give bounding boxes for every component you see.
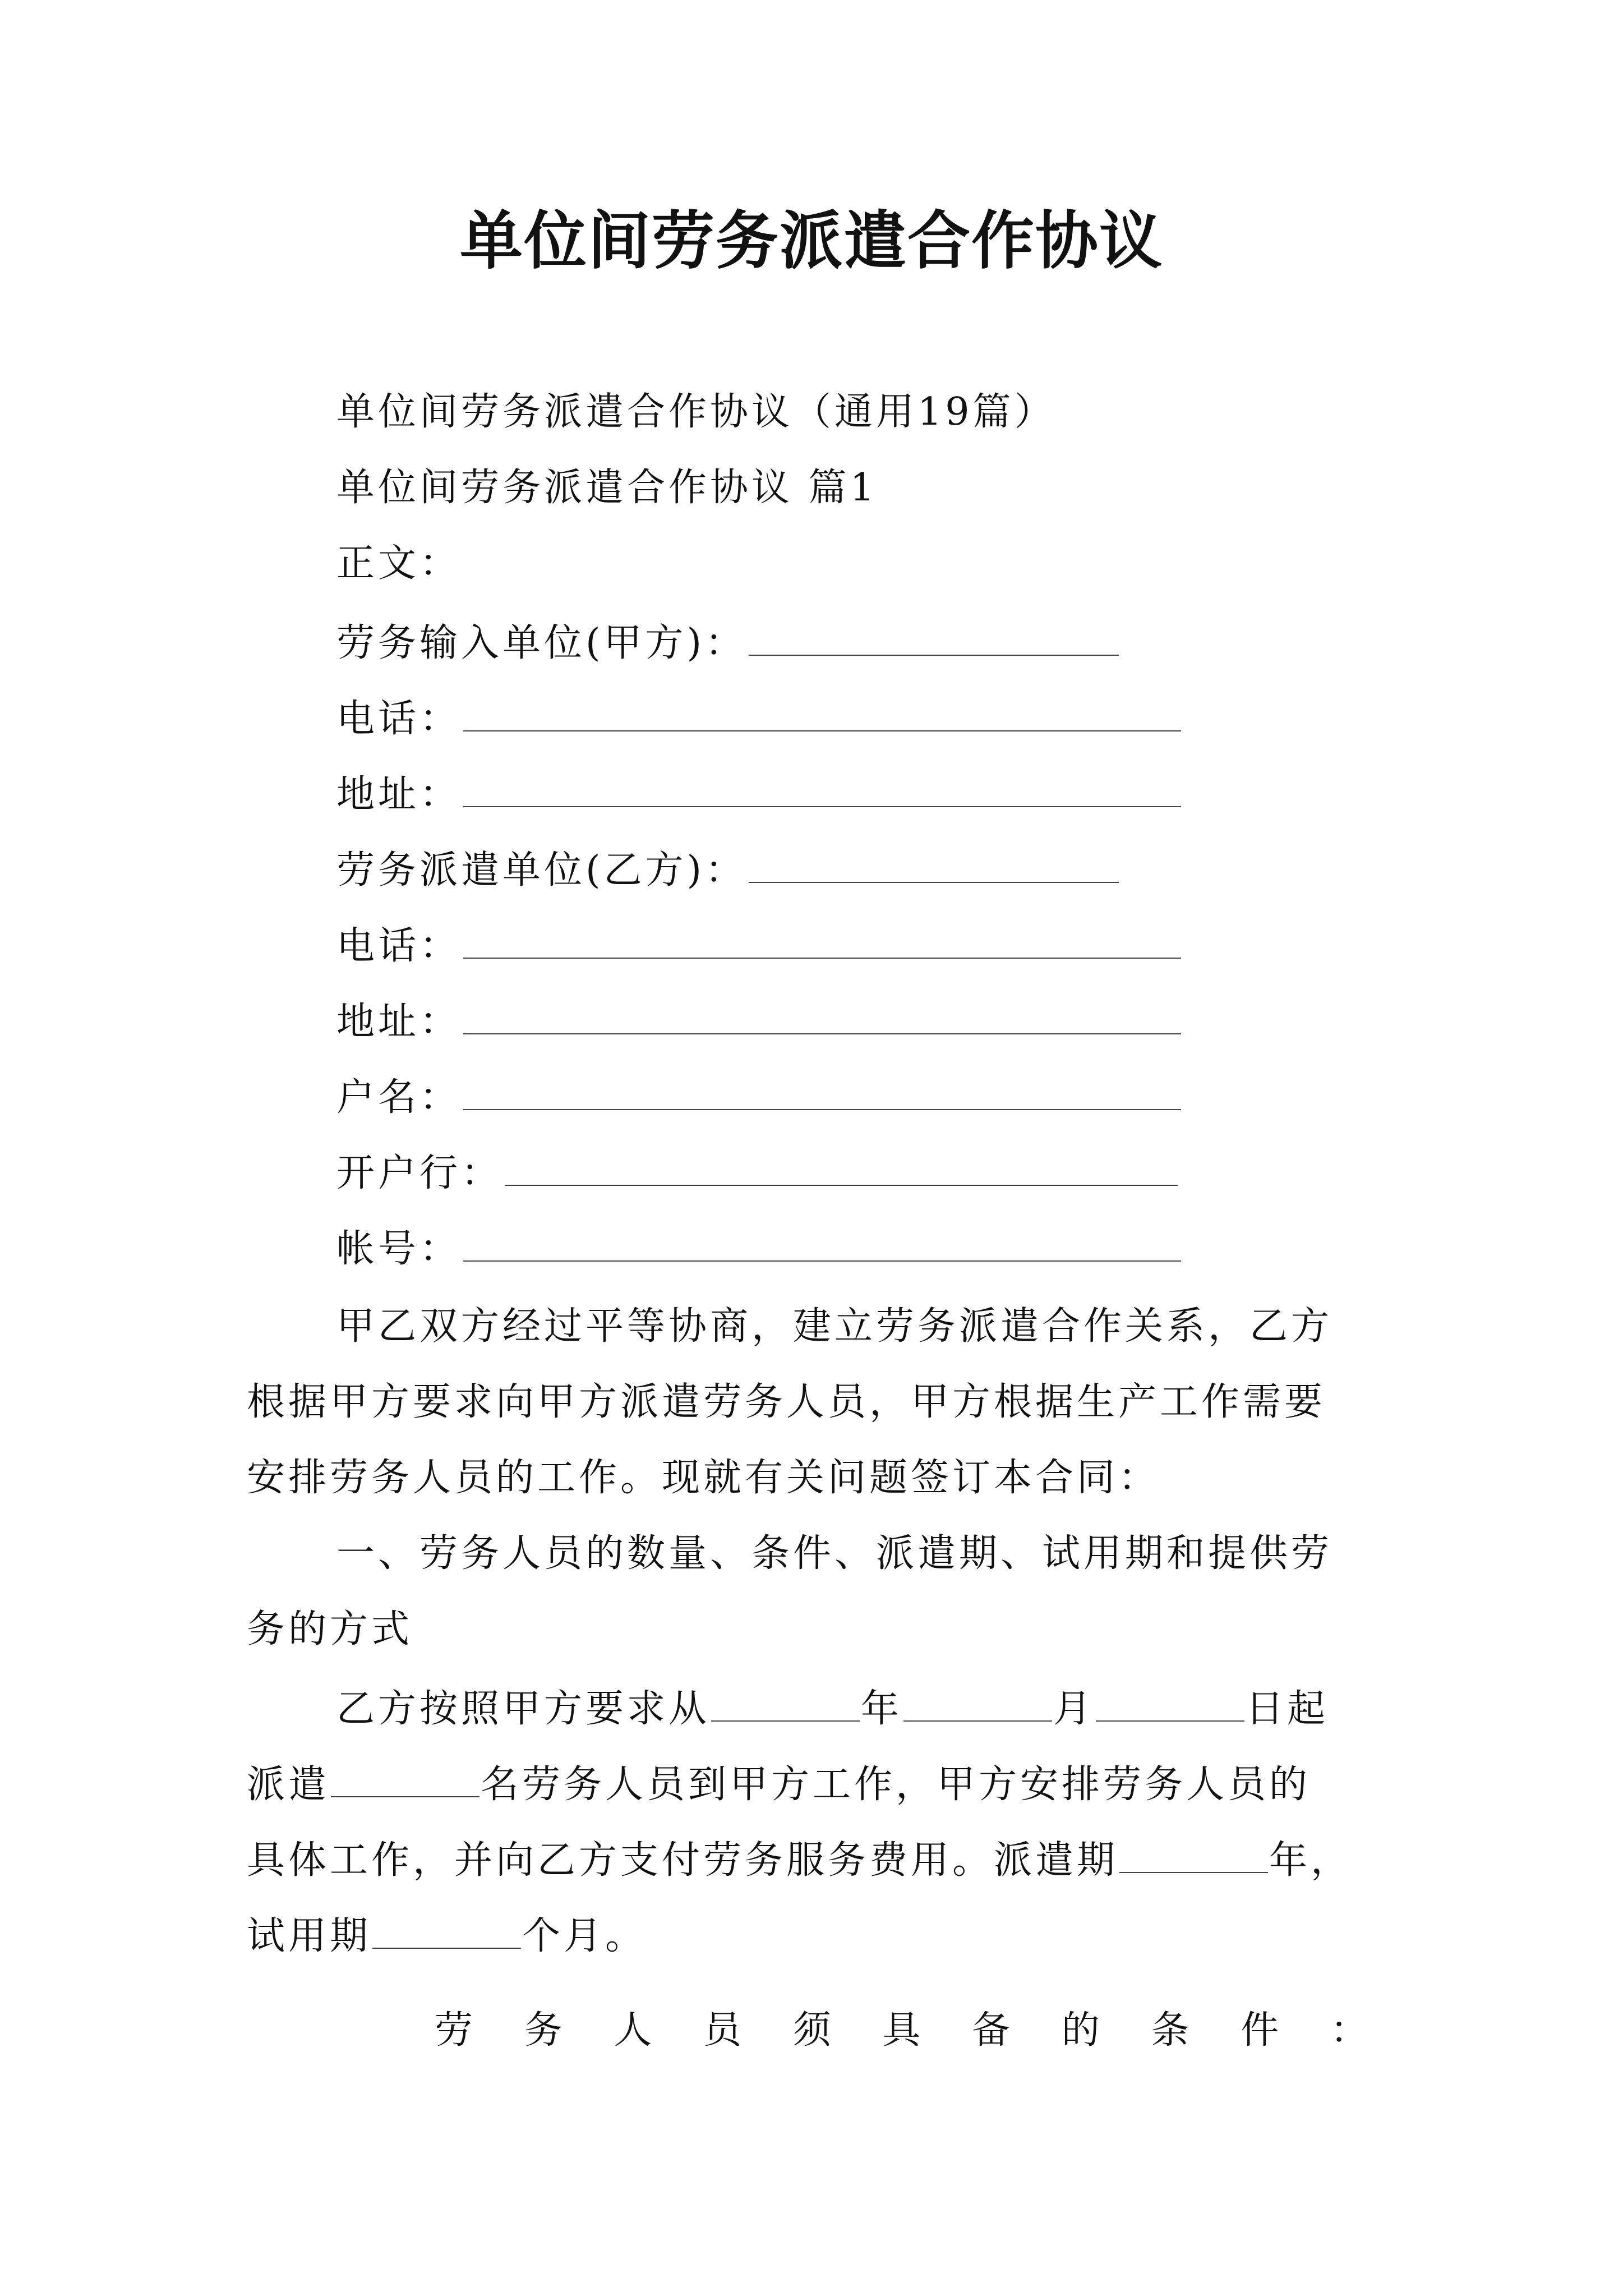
conditions-char: 须 [792,2008,831,2053]
conditions-char: 具 [882,2008,921,2053]
probation-label: 试用期 [247,1914,372,1958]
conditions-char: 务 [524,2008,562,2053]
term-text: 具体工作，并向乙方支付劳务服务费用。派遣期 [247,1838,1119,1883]
address-a-label: 地址： [336,772,462,817]
phone-a-label: 电话： [336,697,462,741]
address-b-label: 地址： [336,1000,462,1044]
conditions-char: 员 [703,2008,742,2053]
address-b-blank [463,993,1181,1034]
conditions-char: ： [1330,2008,1368,2053]
month-label: 月 [1053,1687,1095,1731]
start-text: 乙方按照甲方要求从 [336,1687,711,1731]
phone-b-field [336,917,1181,972]
address-a-blank [463,766,1181,807]
phone-a-blank [463,690,1181,731]
phone-b-label: 电话： [336,924,462,968]
clause-1-line-4 [247,1907,647,1962]
page-title: 单位间劳务派遣合作协议 [460,204,1163,278]
address-b-field [336,993,1181,1047]
conditions-char: 条 [1151,2008,1189,2053]
clause-1-heading-line-1: 一、劳务人员的数量、条件、派遣期、试用期和提供劳 [336,1531,1333,1576]
party-b-blank [749,841,1119,883]
dispatch-label: 派遣 [247,1763,330,1807]
bank-label: 开户行： [336,1151,503,1195]
account-no-blank [463,1220,1181,1262]
term-years-blank [1119,1832,1268,1873]
conditions-char: 劳 [435,2008,473,2053]
party-b-label: 劳务派遣单位(乙方)： [336,848,747,892]
account-name-blank [463,1069,1181,1110]
section-heading: 单位间劳务派遣合作协议 篇1 [336,466,878,510]
account-no-field [336,1220,1181,1274]
intro-line-3: 安排劳务人员的工作。现就有关问题签订本合同： [247,1456,1160,1500]
party-a-blank [749,614,1119,656]
account-name-label: 户名： [336,1075,462,1120]
month-blank [903,1680,1052,1722]
phone-a-field [336,690,1181,744]
conditions-char: 的 [1061,2008,1100,2053]
day-blank [1096,1680,1244,1722]
conditions-char: 件 [1241,2008,1279,2053]
clause-1-heading-line-2: 务的方式 [247,1607,413,1651]
address-a-field [336,766,1181,820]
clause-1-line-1 [336,1680,1329,1734]
account-name-field [336,1069,1181,1123]
intro-line-2: 根据甲方要求向甲方派遣劳务人员，甲方根据生产工作需要 [247,1380,1326,1424]
conditions-heading [435,2005,1368,2056]
body-label: 正文： [336,541,462,586]
term-years-label: 年， [1269,1838,1353,1883]
clause-1-line-3 [247,1832,1352,1886]
headcount-blank [331,1756,479,1797]
year-label: 年 [861,1687,903,1731]
bank-blank [505,1144,1178,1186]
account-no-label: 帐号： [336,1227,462,1271]
party-b-field [336,841,1119,896]
clause-1-line-2 [247,1756,1311,1810]
day-label: 日起 [1246,1687,1329,1731]
probation-blank [372,1907,521,1949]
party-a-field [336,614,1119,669]
party-a-label: 劳务输入单位(甲方)： [336,621,747,665]
dispatch-rest: 名劳务人员到甲方工作，甲方安排劳务人员的 [481,1763,1311,1807]
bank-field [336,1144,1178,1199]
phone-b-blank [463,917,1181,959]
intro-line-1: 甲乙双方经过平等协商，建立劳务派遣合作关系，乙方 [336,1304,1333,1349]
probation-months-label: 个月。 [522,1914,647,1958]
document-subtitle: 单位间劳务派遣合作协议（通用19篇） [336,390,1056,434]
conditions-char: 备 [972,2008,1011,2053]
year-blank [711,1680,860,1722]
conditions-char: 人 [614,2008,652,2053]
